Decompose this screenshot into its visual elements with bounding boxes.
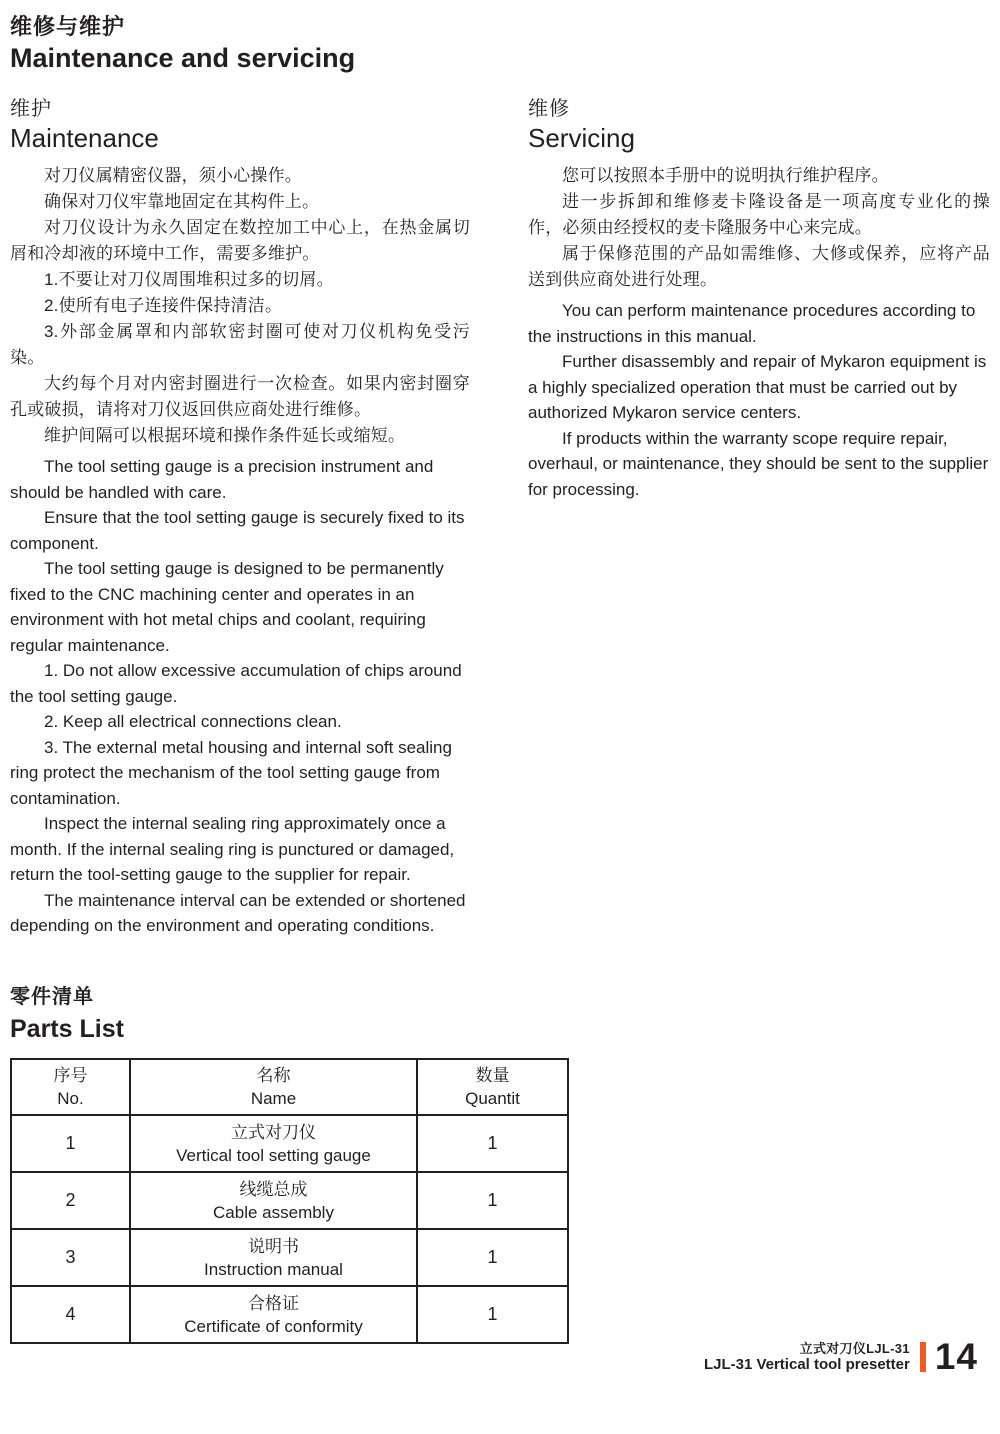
row-name-en: Cable assembly [213, 1202, 334, 1222]
page-title-en: Maintenance and servicing [10, 43, 356, 73]
parts-table [10, 1058, 569, 1344]
paragraph-en: The maintenance interval can be extended or shortened depending on the environment and operating conditions. [10, 890, 466, 935]
page-header [10, 14, 990, 73]
row-name [130, 1229, 417, 1286]
paragraph-zh: 对刀仪属精密仪器，须小心操作。 [44, 166, 302, 185]
paragraph-zh: 进一步拆卸和维修麦卡隆设备是一项高度专业化的操作，必须由经授权的麦卡隆服务中心来完成。 [528, 192, 990, 237]
paragraph-en: Ensure that the tool setting gauge is securely fixed to its component. [10, 508, 465, 553]
footer-product-en: LJL-31 Vertical tool presetter [703, 1355, 910, 1373]
parts-list-heading-zh: 零件清单 [10, 986, 94, 1008]
row-name [130, 1115, 417, 1172]
row-name-zh: 线缆总成 [239, 1179, 308, 1199]
maintenance-text-zh [10, 163, 470, 449]
content-columns [10, 97, 990, 939]
column-header-no-zh: 序号 [53, 1066, 88, 1085]
row-qty: 1 [417, 1229, 568, 1286]
footer-product [704, 1341, 910, 1373]
paragraph-en: The tool setting gauge is a precision instrument and should be handled with care. [10, 457, 434, 502]
column-header-no [11, 1059, 130, 1115]
row-name-zh: 说明书 [248, 1236, 299, 1256]
row-name-en: Vertical tool setting gauge [176, 1145, 371, 1165]
maintenance-heading-zh: 维护 [10, 98, 52, 120]
paragraph-en: 2. Keep all electrical connections clean. [44, 712, 342, 731]
section-parts-list [10, 985, 569, 1344]
page-number: 14 [934, 1336, 978, 1377]
paragraph-zh: 对刀仪设计为永久固定在数控加工中心上，在热金属切屑和冷却液的环境中工作，需要多维护。 [10, 218, 470, 263]
column-header-qty-en: Quantit [465, 1089, 520, 1108]
row-no: 4 [11, 1286, 130, 1343]
paragraph-zh: 维护间隔可以根据环境和操作条件延长或缩短。 [44, 426, 406, 445]
row-no: 3 [11, 1229, 130, 1286]
paragraph-en: Inspect the internal sealing ring approximately once a month. If the internal sealing ring is punctured or damaged, return the tool-setting gauge to the supplier for repair. [10, 814, 455, 884]
accent-bar [920, 1342, 926, 1372]
paragraph-zh: 大约每个月对内密封圈进行一次检查。如果内密封圈穿孔或破损，请将对刀仪返回供应商处进行维修。 [10, 374, 470, 419]
servicing-heading-en: Servicing [528, 123, 635, 153]
paragraph-en: 3. The external metal housing and internal soft sealing ring protect the mechanism of the tool setting gauge from contamination. [10, 737, 452, 808]
table-row [11, 1229, 568, 1286]
paragraph-zh: 您可以按照本手册中的说明执行维护程序。 [562, 166, 889, 185]
servicing-heading-zh: 维修 [528, 98, 570, 120]
page-title-zh: 维修与维护 [10, 14, 126, 39]
paragraph-en: 1. Do not allow excessive accumulation of chips around the tool setting gauge. [10, 661, 462, 706]
table-row [11, 1286, 568, 1343]
paragraph-zh: 2.使所有电子连接件保持清洁。 [44, 296, 283, 315]
parts-list-heading-en: Parts List [10, 1015, 124, 1043]
column-header-no-en: No. [57, 1089, 84, 1108]
table-header-row [11, 1059, 568, 1115]
maintenance-heading-en: Maintenance [10, 123, 159, 153]
column-header-qty [417, 1059, 568, 1115]
row-qty: 1 [417, 1172, 568, 1229]
paragraph-zh: 确保对刀仪牢靠地固定在其构件上。 [44, 192, 320, 211]
footer-product-zh: 立式对刀仪LJL-31 [799, 1340, 910, 1356]
column-header-name-zh: 名称 [256, 1066, 291, 1085]
paragraph-en: Further disassembly and repair of Mykaron equipment is a highly specialized operation that must be carried out by authorized Mykaron service centers. [528, 352, 987, 422]
paragraph-en: If products within the warranty scope require repair, overhaul, or maintenance, they should be sent to the supplier for processing. [528, 428, 989, 499]
paragraph-zh: 3.外部金属罩和内部软密封圈可使对刀仪机构免受污染。 [10, 322, 470, 367]
paragraph-zh: 属于保修范围的产品如需维修、大修或保养，应将产品送到供应商处进行处理。 [528, 244, 990, 289]
row-name-en: Certificate of conformity [184, 1316, 363, 1336]
table-row [11, 1115, 568, 1172]
row-no: 1 [11, 1115, 130, 1172]
page-footer [704, 1338, 978, 1375]
section-maintenance [10, 97, 470, 939]
maintenance-text-en [10, 454, 470, 939]
row-name-en: Instruction manual [204, 1259, 343, 1279]
row-qty: 1 [417, 1286, 568, 1343]
row-name-zh: 立式对刀仪 [231, 1122, 316, 1142]
row-name [130, 1172, 417, 1229]
paragraph-en: The tool setting gauge is designed to be permanently fixed to the CNC machining center and operates in an environment with hot metal chips and coolant, requiring regular maintenance. [10, 559, 444, 655]
column-header-qty-zh: 数量 [475, 1066, 510, 1085]
row-name [130, 1286, 417, 1343]
column-header-name [130, 1059, 417, 1115]
servicing-text-zh [528, 163, 990, 293]
column-header-name-en: Name [250, 1089, 297, 1108]
row-no: 2 [11, 1172, 130, 1229]
paragraph-en: You can perform maintenance procedures according to the instructions in this manual. [528, 301, 976, 346]
row-qty: 1 [417, 1115, 568, 1172]
table-row [11, 1172, 568, 1229]
row-name-zh: 合格证 [248, 1293, 299, 1313]
servicing-text-en [528, 298, 990, 502]
section-servicing [528, 97, 990, 939]
paragraph-zh: 1.不要让对刀仪周围堆积过多的切屑。 [44, 270, 334, 289]
